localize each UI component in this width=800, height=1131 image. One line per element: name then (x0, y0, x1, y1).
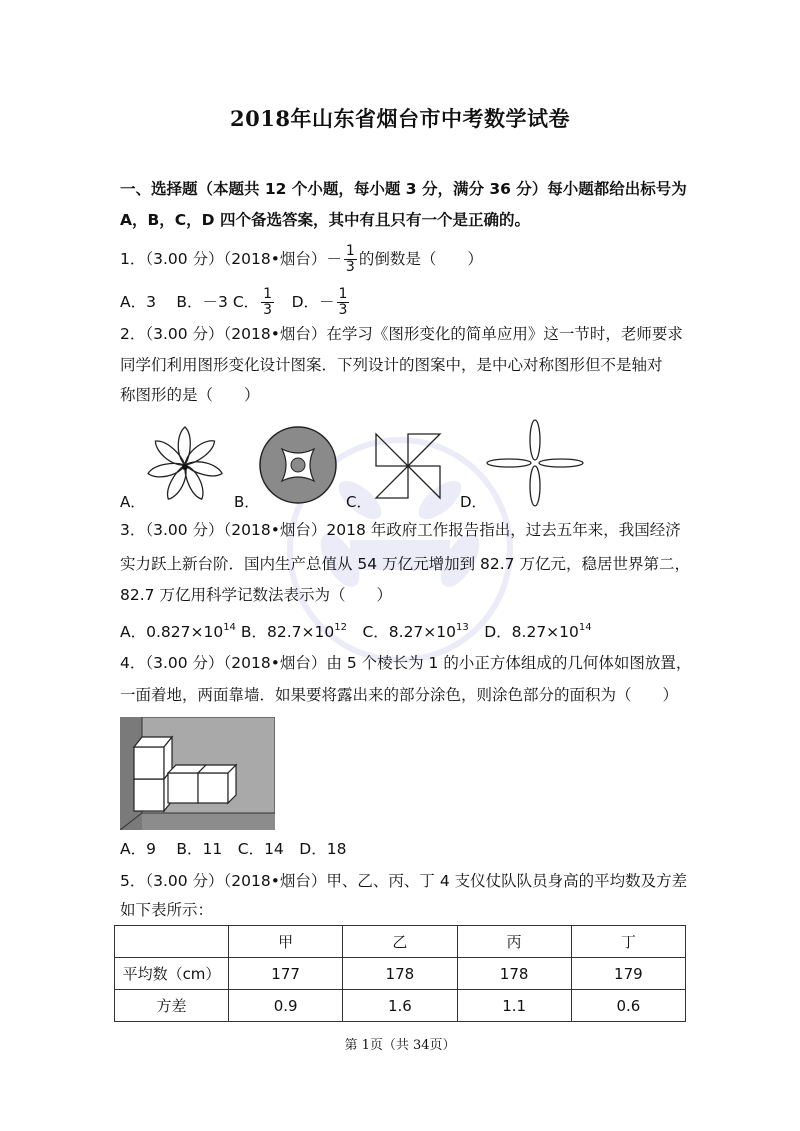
table-header-cell: 甲 (229, 926, 343, 958)
question-3-line2: 实力跃上新台阶．国内生产总值从 54 万亿元增加到 82.7 万亿元，稳居世界第二， (120, 555, 690, 573)
q1-options-ac: A．3 B．－3 C． (120, 293, 260, 311)
question-1 (120, 244, 483, 275)
table-cell: 179 (571, 958, 685, 990)
table-header-cell: 丁 (571, 926, 685, 958)
q1-d-den: 3 (338, 302, 348, 318)
q1-frac-den: 3 (345, 259, 355, 275)
table-cell: 1.6 (343, 990, 457, 1022)
q1-option-d: D．－ (276, 293, 335, 311)
question-4-line2: 一面着地，两面靠墙．如果要将露出来的部分涂色，则涂色部分的面积为（ ） (120, 686, 679, 704)
question-4-options: A．9 B．11 C．14 D．18 (120, 840, 347, 858)
question-2-line1: 2．（3.00 分）（2018•烟台）在学习《图形变化的简单应用》这一节时，老师要求 (120, 325, 683, 343)
circle-pattern-icon (258, 425, 338, 505)
question-3-line1: 3．（3.00 分）（2018•烟台）2018 年政府工作报告指出，过去五年来，我国经济 (120, 521, 681, 539)
q3-option-b: B．82.7×10 (235, 623, 335, 641)
table-header-row (115, 926, 686, 958)
table-header-cell: 丙 (457, 926, 571, 958)
table-row (115, 958, 686, 990)
question-1-options (120, 287, 351, 318)
pinwheel-pattern-icon (372, 430, 444, 502)
question-5-line1: 5．（3.00 分）（2018•烟台）甲、乙、丙、丁 4 支仪仗队队员身高的平均数及方差 (120, 872, 688, 890)
question-3-options (120, 617, 592, 643)
q2-label-d: D． (460, 493, 487, 511)
table-cell: 1.1 (457, 990, 571, 1022)
table-cell: 0.9 (229, 990, 343, 1022)
q3-option-c: C．8.27×10 (346, 623, 456, 641)
height-stats-table (114, 925, 686, 1022)
table-cell: 177 (229, 958, 343, 990)
flower-pattern-icon (145, 425, 225, 505)
cubes-figure-icon (120, 717, 275, 830)
page-footer: 第 1页（共 34页） (344, 1038, 456, 1053)
q1-suffix: 的倒数是（ ） (358, 250, 483, 268)
question-4-line1: 4．（3.00 分）（2018•烟台）由 5 个棱长为 1 的小正方体组成的几何体如图放置， (120, 654, 692, 672)
page-title: 2018年山东省烟台市中考数学试卷 (230, 106, 570, 131)
q1-fraction (344, 244, 357, 275)
q3-exp-c: 13 (456, 622, 469, 633)
q3-option-d: D．8.27×10 (468, 623, 579, 641)
q2-label-c: C． (346, 493, 372, 511)
table-cell: 方差 (115, 990, 229, 1022)
q2-label-a: A． (120, 493, 146, 511)
q1-frac-num: 1 (345, 243, 355, 259)
table-header-cell: 乙 (343, 926, 457, 958)
q1-option-d-fraction (337, 287, 350, 318)
q3-option-a: A．0.827×10 (120, 623, 224, 641)
question-5-line2: 如下表所示： (120, 901, 214, 919)
q2-label-b: B． (234, 493, 260, 511)
q1-option-c-fraction (261, 287, 274, 318)
q1-c-num: 1 (263, 286, 273, 302)
q1-prefix: 1．（3.00 分）（2018•烟台）－ (120, 250, 342, 268)
q3-exp-b: 12 (334, 622, 347, 633)
table-cell: 178 (457, 958, 571, 990)
question-2-line3: 称图形的是（ ） (120, 386, 260, 404)
q3-exp-d: 14 (578, 622, 592, 633)
table-header-cell (115, 926, 229, 958)
cross-petal-pattern-icon (485, 418, 585, 508)
table-cell: 平均数（cm） (115, 958, 229, 990)
table-cell: 0.6 (571, 990, 685, 1022)
q3-exp-a: 14 (223, 622, 236, 633)
question-2-line2: 同学们利用图形变化设计图案．下列设计的图案中，是中心对称图形但不是轴对 (120, 356, 663, 374)
table-cell: 178 (343, 958, 457, 990)
table-row (115, 990, 686, 1022)
q1-c-den: 3 (263, 302, 273, 318)
section-heading-line2: A，B，C，D 四个备选答案，其中有且只有一个是正确的。 (120, 211, 530, 229)
q1-d-num: 1 (338, 286, 348, 302)
question-3-line3: 82.7 万亿用科学记数法表示为（ ） (120, 586, 392, 604)
section-heading-line1: 一、选择题（本题共 12 个小题，每小题 3 分，满分 36 分）每小题都给出标号为 (120, 180, 687, 198)
